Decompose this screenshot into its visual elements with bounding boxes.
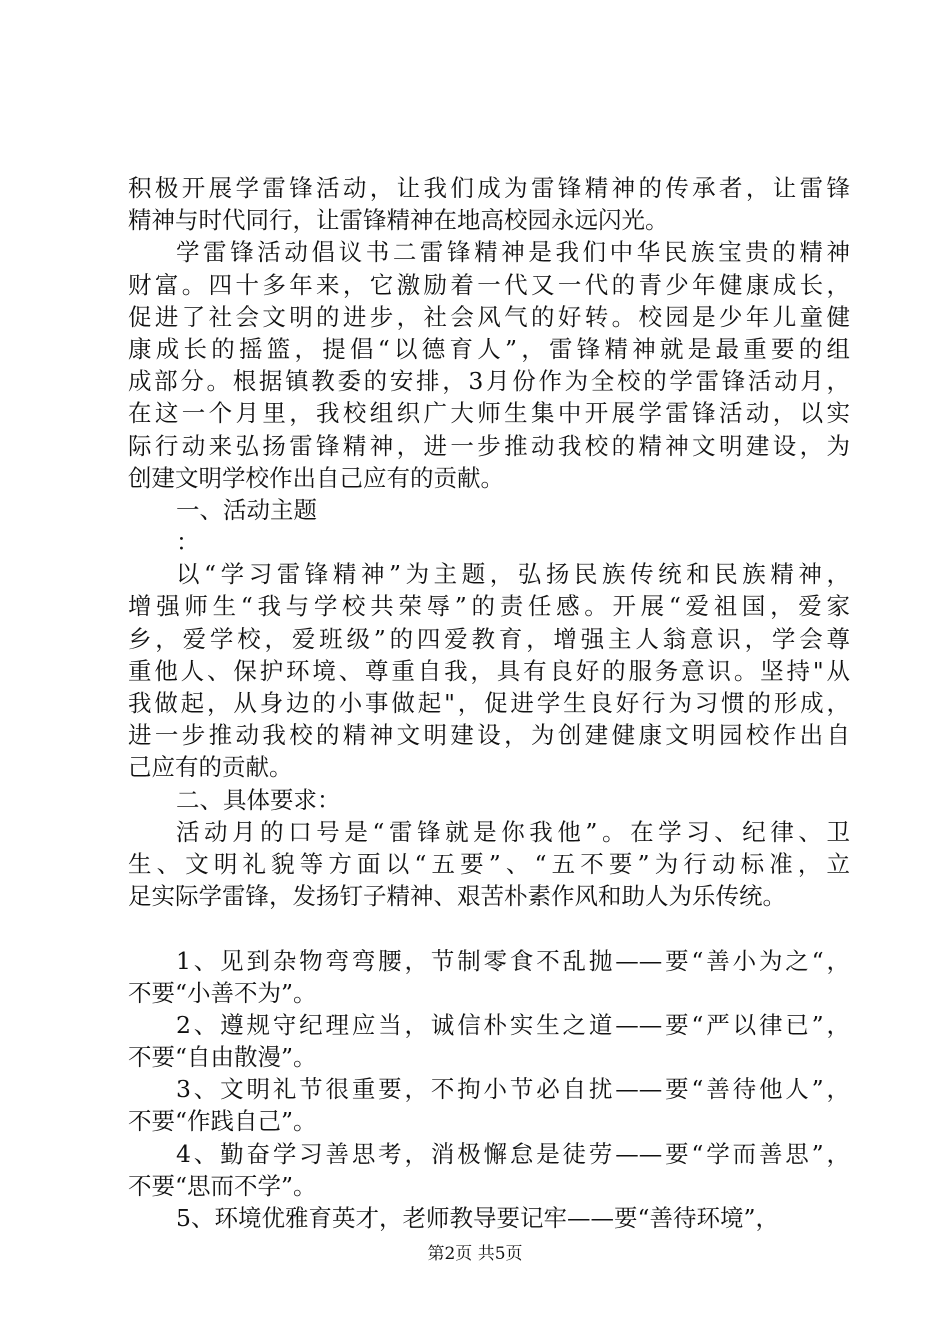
text-line: 不要“思而不学”。 (128, 1171, 317, 1200)
text-line: 一、活动主题 (176, 495, 317, 524)
text-line: 2、遵规守纪理应当，诚信朴实生之道——要“严以律已”， (176, 1010, 850, 1039)
paragraph (128, 1138, 850, 1202)
paragraph (128, 1073, 850, 1137)
paragraph (128, 494, 850, 526)
text-line: 成部分。根据镇教委的安排，3月份作为全校的学雷锋活动月， (128, 367, 850, 396)
text-line: 己应有的贡献。 (128, 753, 293, 782)
text-line: 积极开展学雷锋活动，让我们成为雷锋精神的传承者，让雷锋 (128, 174, 850, 202)
paragraph (128, 526, 850, 558)
text-line: 我做起，从身边的小事做起"，促进学生良好行为习惯的形成， (128, 689, 850, 717)
text-line: 精神与时代同行，让雷锋精神在地高校园永远闪光。 (128, 206, 669, 235)
text-line: 1、见到杂物弯弯腰，节制零食不乱抛——要“善小为之“， (176, 946, 850, 975)
text-line: 乡，爱学校，爱班级”的四爱教育，增强主人翁意识，学会尊 (128, 624, 850, 653)
text-line: 创建文明学校作出自己应有的贡献。 (128, 463, 504, 492)
text-line: 促进了社会文明的进步，社会风气的好转。校园是少年儿童健 (128, 302, 850, 331)
text-line: 不要“自由散漫”。 (128, 1043, 317, 1072)
text-line: 不要“作践自己”。 (128, 1107, 317, 1136)
text-line: 康成长的摇篮，提倡“以德育人”，雷锋精神就是最重要的组 (128, 334, 850, 363)
text-line: 以“学习雷锋精神”为主题，弘扬民族传统和民族精神， (176, 560, 850, 589)
text-line: 足实际学雷锋，发扬钉子精神、艰苦朴素作风和助人为乐传统。 (128, 882, 786, 911)
text-line: 进一步推动我校的精神文明建设，为创建健康文明园校作出自 (128, 721, 850, 750)
text-line: 生、文明礼貌等方面以“五要”、“五不要”为行动标准，立 (128, 849, 850, 878)
paragraph (128, 236, 850, 494)
text-line: 二、具体要求： (176, 785, 341, 814)
text-line: 在这一个月里，我校组织广大师生集中开展学雷锋活动，以实 (128, 399, 850, 428)
paragraph (128, 172, 850, 236)
text-line: 活动月的口号是“雷锋就是你我他”。在学习、纪律、卫 (176, 817, 850, 846)
text-line: 不要“小善不为”。 (128, 978, 317, 1007)
page-footer: 第2页 共5页 (427, 1244, 523, 1264)
text-line: 增强师生“我与学校共荣辱”的责任感。开展“爱祖国，爱家 (128, 592, 850, 621)
text-line: 学雷锋活动倡议书二雷锋精神是我们中华民族宝贵的精神 (176, 238, 850, 267)
text-line: ： (176, 528, 200, 557)
document-body (128, 172, 850, 1234)
paragraph (128, 945, 850, 1009)
paragraph (128, 1009, 850, 1073)
paragraph (128, 558, 850, 783)
paragraph (128, 784, 850, 816)
text-line: 3、文明礼节很重要，不拘小节必自扰——要“善待他人”， (176, 1075, 850, 1104)
text-line: 际行动来弘扬雷锋精神，进一步推动我校的精神文明建设，为 (128, 431, 850, 460)
paragraph (128, 1202, 850, 1234)
text-line: 重他人、保护环境、尊重自我，具有良好的服务意识。坚持"从 (128, 656, 850, 685)
text-line: 4、勤奋学习善思考，消极懈怠是徒劳——要“学而善思”， (176, 1139, 850, 1168)
paragraph (128, 816, 850, 913)
text-line: 财富。四十多年来，它激励着一代又一代的青少年健康成长， (128, 270, 850, 299)
text-line: 5、环境优雅育英才，老师教导要记牢——要“善待环境”， (176, 1204, 779, 1232)
paragraph-gap (128, 912, 850, 944)
